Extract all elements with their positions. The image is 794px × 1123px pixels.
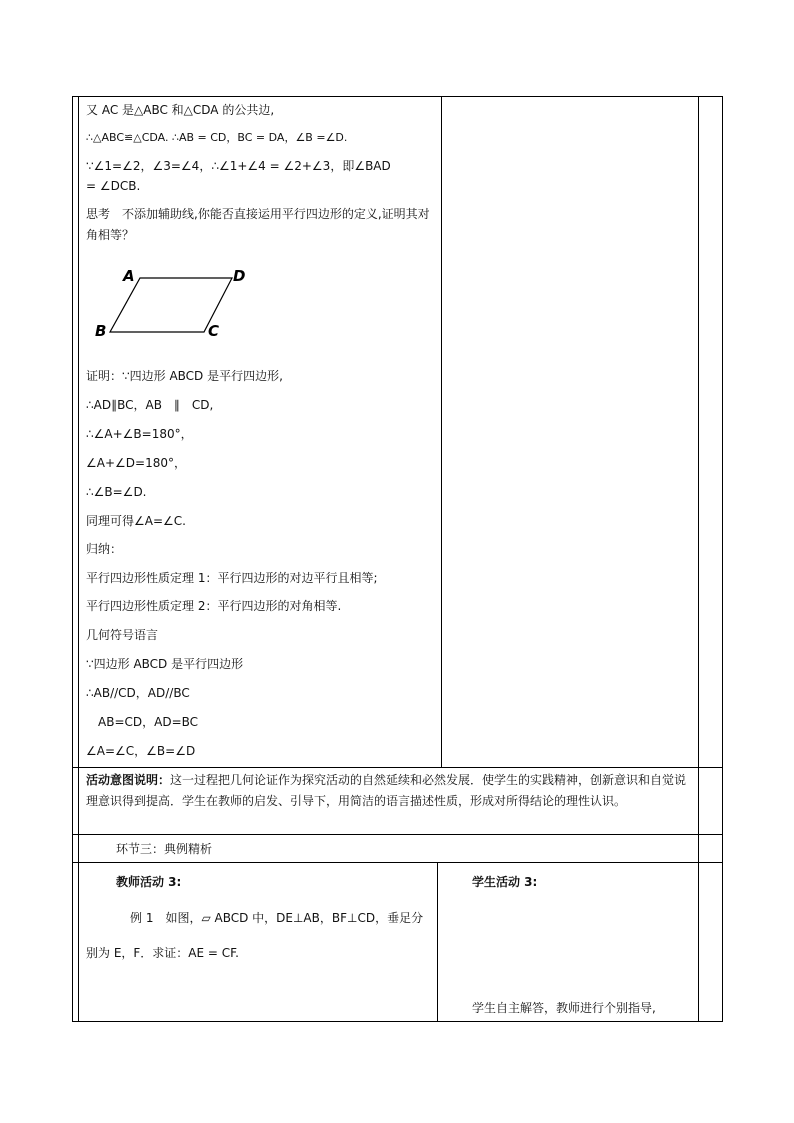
table-border-left xyxy=(72,96,73,1022)
proof-line: 几何符号语言 xyxy=(86,628,159,642)
example-line: 别为 E，F．求证：AE = CF. xyxy=(86,946,239,960)
proof-line: ∵∠1=∠2，∠3=∠4，∴∠1+∠4 = ∠2+∠3，即∠BAD xyxy=(86,159,391,173)
proof-line: 同理可得∠A=∠C. xyxy=(86,514,186,528)
parallelogram-figure xyxy=(86,262,266,342)
table-border-right xyxy=(722,96,723,1022)
intent-label: 活动意图说明： xyxy=(86,773,171,787)
proof-line: ∠A=∠C，∠B=∠D xyxy=(86,744,196,758)
teacher-activity-heading: 教师活动 3: xyxy=(116,875,182,889)
proof-line: 又 AC 是△ABC 和△CDA 的公共边, xyxy=(86,103,275,117)
example-line: 例 1 如图，▱ ABCD 中，DE⊥AB，BF⊥CD，垂足分 xyxy=(130,911,424,925)
table-divider-lower xyxy=(437,862,438,1022)
theorem-line: 平行四边形性质定理 2：平行四边形的对角相等. xyxy=(86,599,342,613)
proof-line: ∴AD∥BC，AB ∥ CD, xyxy=(86,398,214,412)
proof-line: ∴∠A+∠B=180°， xyxy=(86,427,193,441)
table-row-line xyxy=(72,862,723,863)
vertex-label-c: C xyxy=(208,322,220,340)
table-row-line xyxy=(72,1021,723,1022)
proof-line: ∴∠B=∠D. xyxy=(86,485,147,499)
think-question: 思考 不添加辅助线,你能否直接运用平行四边形的定义,证明其对角相等？ xyxy=(86,207,430,242)
proof-line: AB=CD，AD=BC xyxy=(86,715,199,729)
vertex-label-d: D xyxy=(233,267,246,285)
section-title: 环节三：典例精析 xyxy=(116,842,213,856)
table-row-line xyxy=(72,96,723,97)
table-divider-upper xyxy=(441,96,442,767)
table-row-line xyxy=(72,834,723,835)
table-border-inner-right xyxy=(698,96,699,1022)
student-activity-text: 学生自主解答，教师进行个别指导, xyxy=(472,1001,656,1015)
table-border-inner-left xyxy=(78,96,79,1022)
proof-line: ∴AB//CD，AD//BC xyxy=(86,686,190,700)
proof-line: ∴△ABC≌△CDA. ∴AB = CD，BC = DA，∠B =∠D. xyxy=(86,131,348,144)
vertex-label-b: B xyxy=(95,322,107,340)
theorem-line: 平行四边形性质定理 1：平行四边形的对边平行且相等; xyxy=(86,571,378,585)
student-activity-heading: 学生活动 3: xyxy=(472,875,538,889)
proof-line: 归纳： xyxy=(86,542,123,556)
proof-line: = ∠DCB. xyxy=(86,179,141,193)
proof-line: ∠A+∠D=180°， xyxy=(86,456,186,470)
table-row-line xyxy=(72,767,723,768)
proof-line: 证明：∵四边形 ABCD 是平行四边形, xyxy=(86,369,283,383)
vertex-label-a: A xyxy=(123,267,135,285)
intent-text: 这一过程把几何论证作为探究活动的自然延续和必然发展．使学生的实践精神，创新意识和自觉说理意识得到提高．学生在教师的启发、引导下，用简洁的语言描述性质，形成对所得结论的理性认识。 xyxy=(86,773,687,808)
activity-intent-note xyxy=(86,770,698,812)
proof-line: ∵四边形 ABCD 是平行四边形 xyxy=(86,657,244,671)
